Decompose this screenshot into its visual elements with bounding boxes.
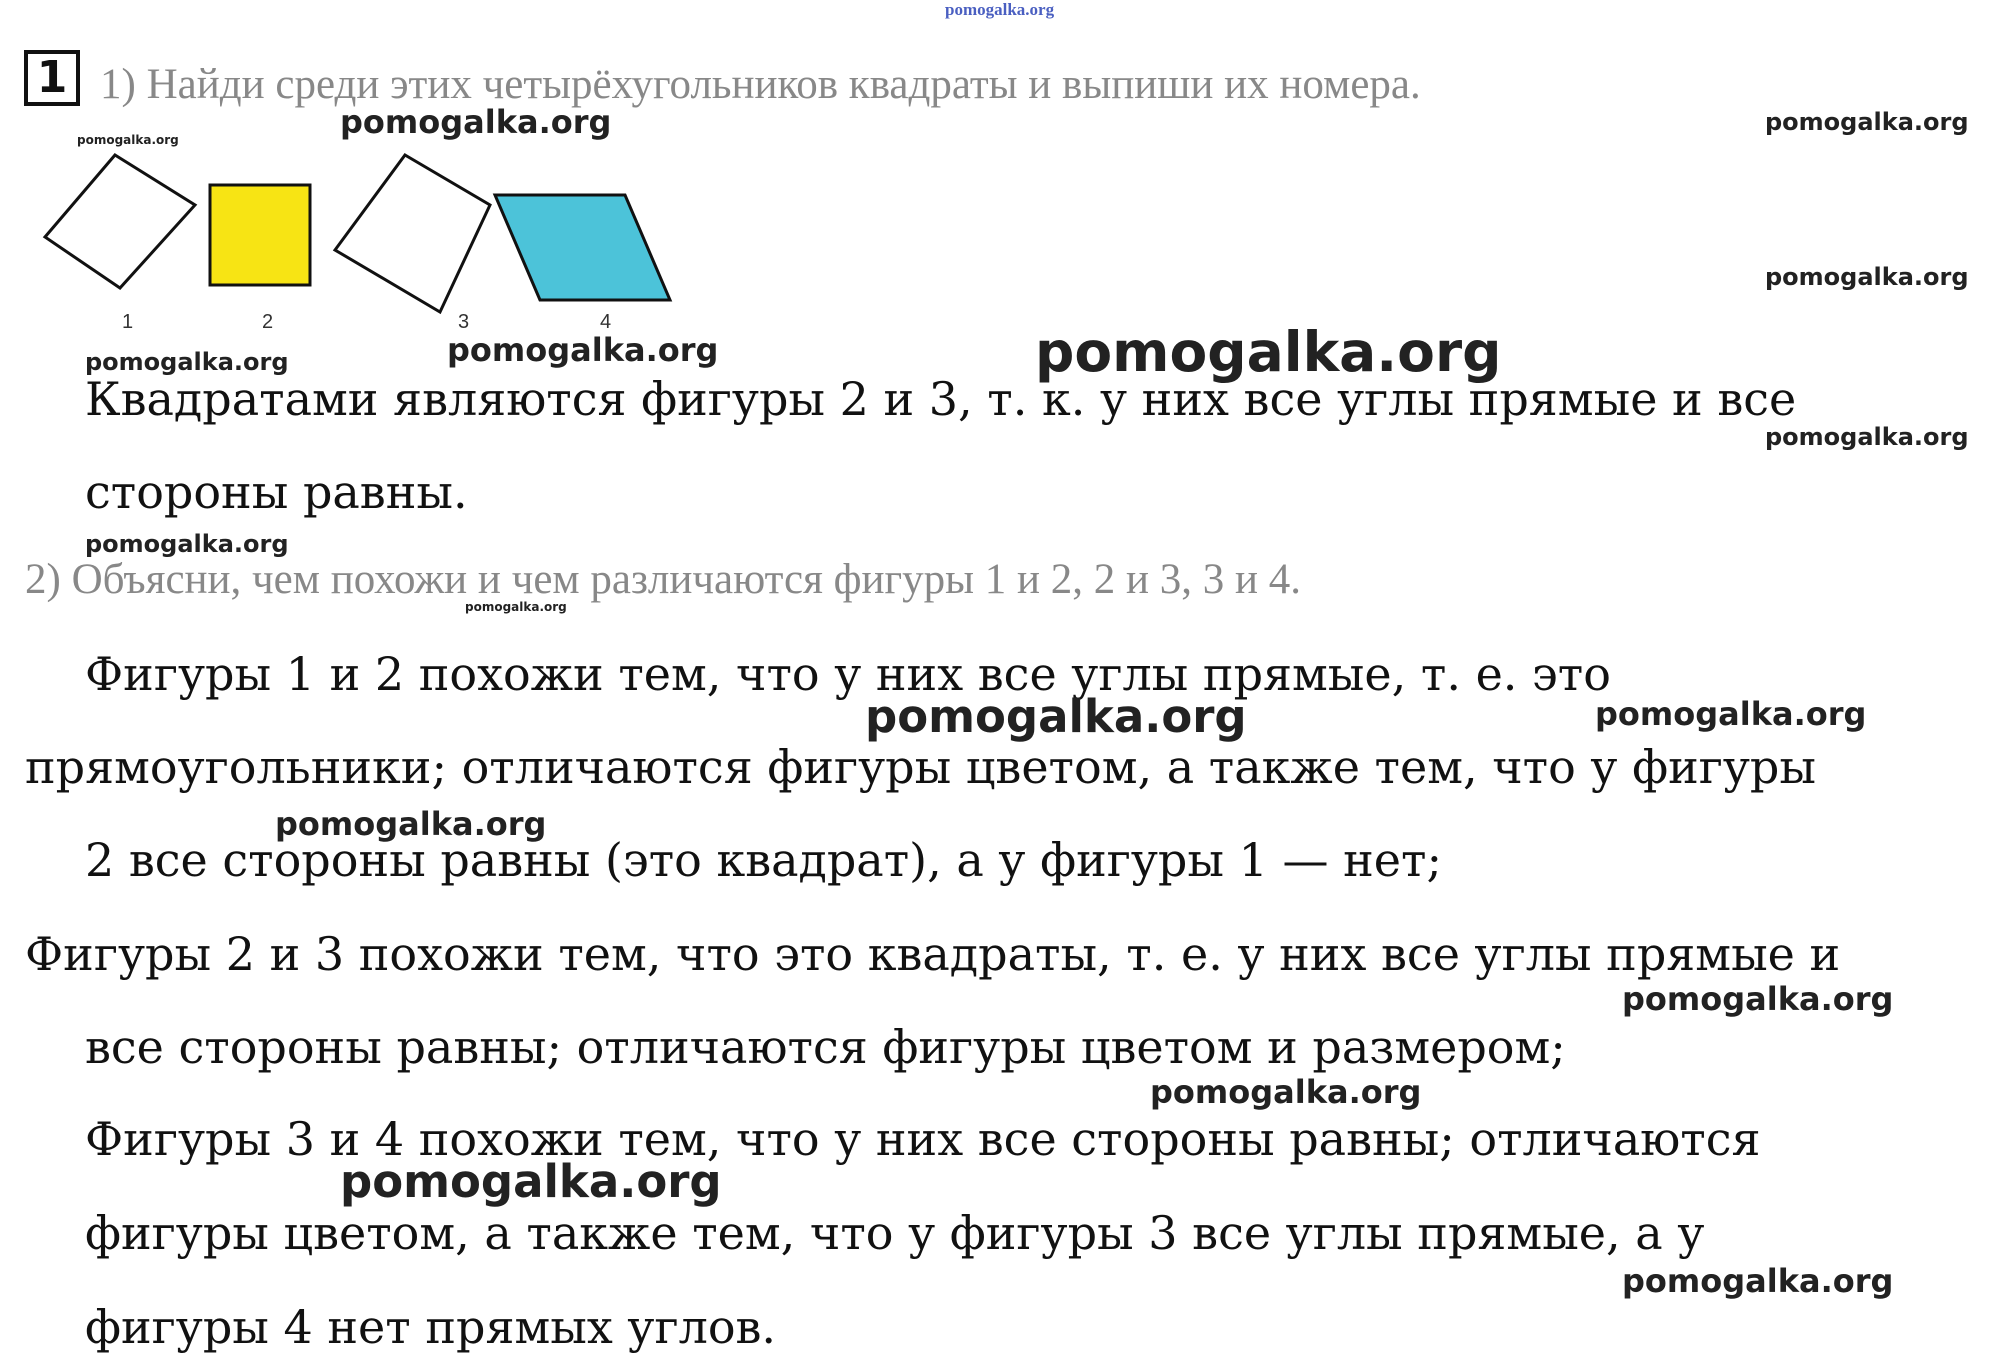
figure-label-1: 1 [122,311,134,333]
figure-4 [495,195,670,300]
figure-3 [335,155,490,312]
watermark: pomogalka.org [465,600,567,614]
watermark: pomogalka.org [1765,423,1969,451]
answer-2-line-4: Фигуры 2 и 3 похожи тем, что это квадраты, т. е. у них все углы прямые и [25,927,1841,981]
figure-2 [210,185,310,285]
watermark: pomogalka.org [447,331,719,369]
question-1: 1) Найди среди этих четырёхугольников квадраты и выпиши их номера. [100,61,1421,108]
watermark: pomogalka.org [77,133,179,147]
watermark: pomogalka.org [1595,695,1867,733]
task-number-box: 1 [24,50,80,106]
watermark: pomogalka.org [1765,263,1969,291]
answer-2-line-7: фигуры цветом, а также тем, что у фигуры 3 все углы прямые, а у [85,1206,1705,1260]
header-watermark: pomogalka.org [945,0,1055,19]
figure-1 [45,155,195,288]
answer-2-line-3: 2 все стороны равны (это квадрат), а у фигуры 1 — нет; [85,833,1442,887]
watermark: pomogalka.org [1622,980,1894,1018]
watermark: pomogalka.org [340,1155,722,1208]
watermark: pomogalka.org [85,348,289,376]
answer-1-line-1: Квадратами являются фигуры 2 и 3, т. к. у них все углы прямые и все [85,372,1797,426]
answer-2-line-1: Фигуры 1 и 2 похожи тем, что у них все углы прямые, т. е. это [85,647,1611,701]
watermark: pomogalka.org [1765,108,1969,136]
answer-2-line-5: все стороны равны; отличаются фигуры цветом и размером; [85,1020,1566,1074]
watermark: pomogalka.org [340,103,612,141]
watermark: pomogalka.org [1035,320,1502,384]
figure-label-2: 2 [262,311,274,333]
answer-2-line-6: Фигуры 3 и 4 похожи тем, что у них все стороны равны; отличаются [85,1112,1761,1166]
watermark: pomogalka.org [1622,1262,1894,1300]
watermark: pomogalka.org [865,690,1247,743]
answer-1-line-2: стороны равны. [85,465,468,519]
figure-label-4: 4 [600,311,612,333]
watermark: pomogalka.org [1150,1073,1422,1111]
watermark: pomogalka.org [85,530,289,558]
quadrilateral-figures [40,140,700,340]
figure-label-3: 3 [458,311,470,333]
question-2: 2) Объясни, чем похожи и чем различаются фигуры 1 и 2, 2 и 3, 3 и 4. [25,556,1302,603]
answer-2-line-2: прямоугольники; отличаются фигуры цветом, а также тем, что у фигуры [25,740,1816,794]
watermark: pomogalka.org [275,805,547,843]
answer-2-line-8: фигуры 4 нет прямых углов. [85,1300,777,1354]
